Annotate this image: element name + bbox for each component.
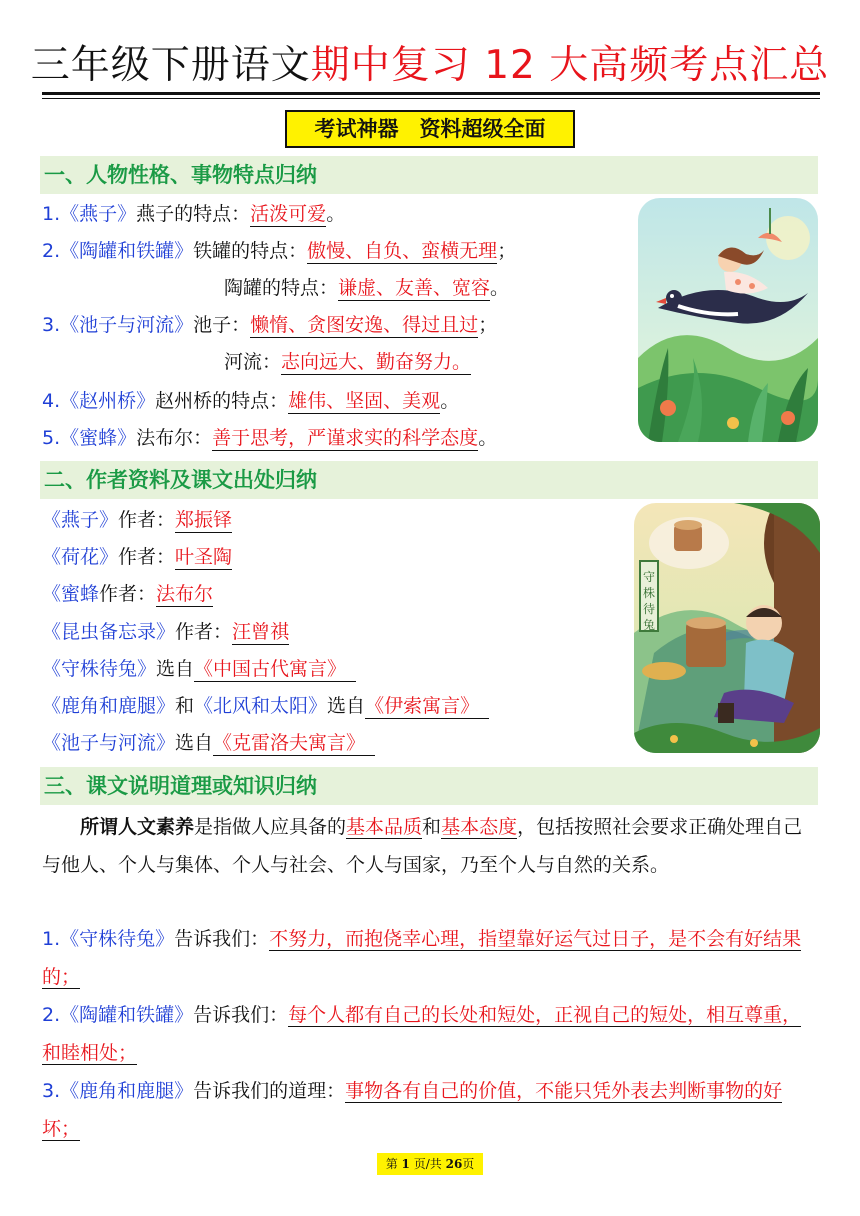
s2-item-2 <box>42 543 232 571</box>
item-label: 告诉我们： <box>193 1004 289 1026</box>
intro-underline-1: 基本品质 <box>346 816 423 838</box>
item-label: 选自 <box>156 658 195 680</box>
book-title: 《鹿角和鹿腿》 <box>60 1080 194 1102</box>
s2-item-3 <box>42 580 213 608</box>
book-title: 《燕子》 <box>42 509 119 531</box>
s2-item-6 <box>42 692 489 720</box>
answer-text: 叶圣陶 <box>175 546 233 568</box>
footer-total-pages: 26 <box>445 1157 463 1171</box>
item-label: 铁罐的特点： <box>193 240 308 262</box>
answer-text: 每个人都有自己的长处和短处，正视自己的短处，相互尊重，和睦相处； <box>42 1004 802 1064</box>
answer-text: 不努力，而抱侥幸心理，指望靠好运气过日子，是不会有好结果的； <box>42 928 802 988</box>
s3-intro-paragraph <box>42 808 820 884</box>
answer-text: 事物各有自己的价值，不能只凭外表去判断事物的好坏； <box>42 1080 783 1140</box>
s1-item-2 <box>42 237 516 265</box>
title-part-red: 期中复习 12 大高频考点汇总 <box>310 43 830 88</box>
page-footer <box>377 1153 483 1175</box>
waiting-for-rabbit-illustration <box>634 503 820 753</box>
answer-text: 郑振铎 <box>175 509 233 531</box>
footer-b: 页/共 <box>413 1157 442 1171</box>
item-label: 选自 <box>327 695 366 717</box>
s1-item-2b <box>224 274 509 302</box>
s2-item-1 <box>42 506 232 534</box>
s1-item-1 <box>42 200 345 228</box>
item-end: 。 <box>478 427 498 449</box>
section2-heading: 二、作者资料及课文出处归纳 <box>40 461 818 499</box>
title-part-black: 三年级下册语文 <box>30 43 311 88</box>
book-title: 《赵州桥》 <box>60 390 156 412</box>
svg-text:株: 株 <box>642 586 656 600</box>
book-title: 《燕子》 <box>60 203 137 225</box>
item-number: 1. <box>42 203 61 225</box>
s2-item-4 <box>42 618 289 646</box>
item-number: 2. <box>42 1004 61 1026</box>
conjunction: 和 <box>175 695 195 717</box>
swallow-girl-svg <box>638 198 818 442</box>
page-title <box>0 40 860 92</box>
item-label: 燕子的特点： <box>136 203 251 225</box>
item-label: 法布尔： <box>136 427 213 449</box>
answer-text: 《伊索寓言》 <box>365 695 489 719</box>
s3-item-3 <box>42 1072 820 1148</box>
intro-bold: 所谓人文素养 <box>80 816 195 838</box>
answer-text: 活泼可爱 <box>250 203 327 225</box>
intro-text-b: ，包括按照社会要求正确处理自己与他人、个人与集体、个人与社会、个人与国家，乃至个人与自然的关系。 <box>42 816 803 876</box>
svg-text:守: 守 <box>642 570 656 584</box>
book-title: 《昆虫备忘录》 <box>42 621 176 643</box>
answer-text: 《克雷洛夫寓言》 <box>213 732 375 756</box>
s2-item-5 <box>42 655 356 683</box>
footer-a: 第 <box>385 1157 398 1171</box>
answer-text: 雄伟、坚固、美观 <box>288 390 441 412</box>
book-title: 《守株待兔》 <box>60 928 175 950</box>
item-label: 选自 <box>175 732 214 754</box>
s3-item-1 <box>42 920 820 996</box>
answer-text: 谦虚、友善、宽容 <box>338 277 491 299</box>
item-number: 2. <box>42 240 61 262</box>
item-number: 3. <box>42 314 61 336</box>
book-title: 《陶罐和铁罐》 <box>60 1004 194 1026</box>
s1-item-3 <box>42 311 497 339</box>
subtitle-banner: 考试神器 资料超级全面 <box>285 110 575 148</box>
item-number: 5. <box>42 427 61 449</box>
book-title: 《鹿角和鹿腿》 <box>42 695 176 717</box>
book-title: 《池子与河流》 <box>42 732 176 754</box>
item-number: 3. <box>42 1080 61 1102</box>
s1-item-5 <box>42 424 497 452</box>
footer-page-number: 1 <box>401 1157 410 1171</box>
item-label: 作者： <box>118 546 176 568</box>
svg-text:待: 待 <box>642 602 656 616</box>
intro-underline-2: 基本态度 <box>441 816 518 838</box>
item-label: 告诉我们： <box>174 928 270 950</box>
answer-text: 懒惰、贪图安逸、得过且过 <box>250 314 479 336</box>
svg-text:兔: 兔 <box>642 618 656 632</box>
intro-and: 和 <box>422 816 442 838</box>
s3-item-2 <box>42 996 820 1072</box>
item-end: 。 <box>490 277 510 299</box>
intro-text-a: 是指做人应具备的 <box>194 816 347 838</box>
book-title: 《陶罐和铁罐》 <box>60 240 194 262</box>
item-label: 赵州桥的特点： <box>155 390 289 412</box>
section1-heading: 一、人物性格、事物特点归纳 <box>40 156 818 194</box>
book-title: 《荷花》 <box>42 546 119 568</box>
waiting-for-rabbit-svg <box>634 503 820 753</box>
footer-c: 页 <box>462 1157 475 1171</box>
section3-heading: 三、课文说明道理或知识归纳 <box>40 767 818 805</box>
s2-item-7 <box>42 729 375 757</box>
s1-item-3b <box>224 348 471 376</box>
item-label: 告诉我们的道理： <box>193 1080 346 1102</box>
item-label: 作者： <box>175 621 233 643</box>
item-label: 池子： <box>193 314 251 336</box>
title-rule-thick <box>42 92 820 95</box>
s1-item-4 <box>42 387 459 415</box>
book-title: 《池子与河流》 <box>60 314 194 336</box>
item-label: 陶罐的特点： <box>224 277 339 299</box>
item-number: 4. <box>42 390 61 412</box>
item-label: 作者： <box>118 509 176 531</box>
item-end: 。 <box>326 203 346 225</box>
book-title: 《蜜蜂》 <box>60 427 137 449</box>
item-end: ； <box>478 314 498 336</box>
book-title-2: 《北风和太阳》 <box>194 695 328 717</box>
book-title: 《蜜蜂 <box>42 583 100 605</box>
answer-text: 傲慢、自负、蛮横无理 <box>307 240 498 262</box>
answer-text: 汪曾祺 <box>232 621 290 643</box>
answer-text: 善于思考，严谨求实的科学态度 <box>212 427 479 449</box>
answer-text: 法布尔 <box>156 583 214 605</box>
book-title: 《守株待兔》 <box>42 658 157 680</box>
item-label: 河流： <box>224 351 282 373</box>
title-rule-thin <box>42 98 820 99</box>
answer-text: 《中国古代寓言》 <box>194 658 356 682</box>
item-end: 。 <box>440 390 460 412</box>
item-label: 作者： <box>99 583 157 605</box>
swallow-girl-illustration <box>638 198 818 442</box>
answer-text: 志向远大、勤奋努力。 <box>281 351 472 373</box>
item-number: 1. <box>42 928 61 950</box>
item-end: ； <box>497 240 517 262</box>
